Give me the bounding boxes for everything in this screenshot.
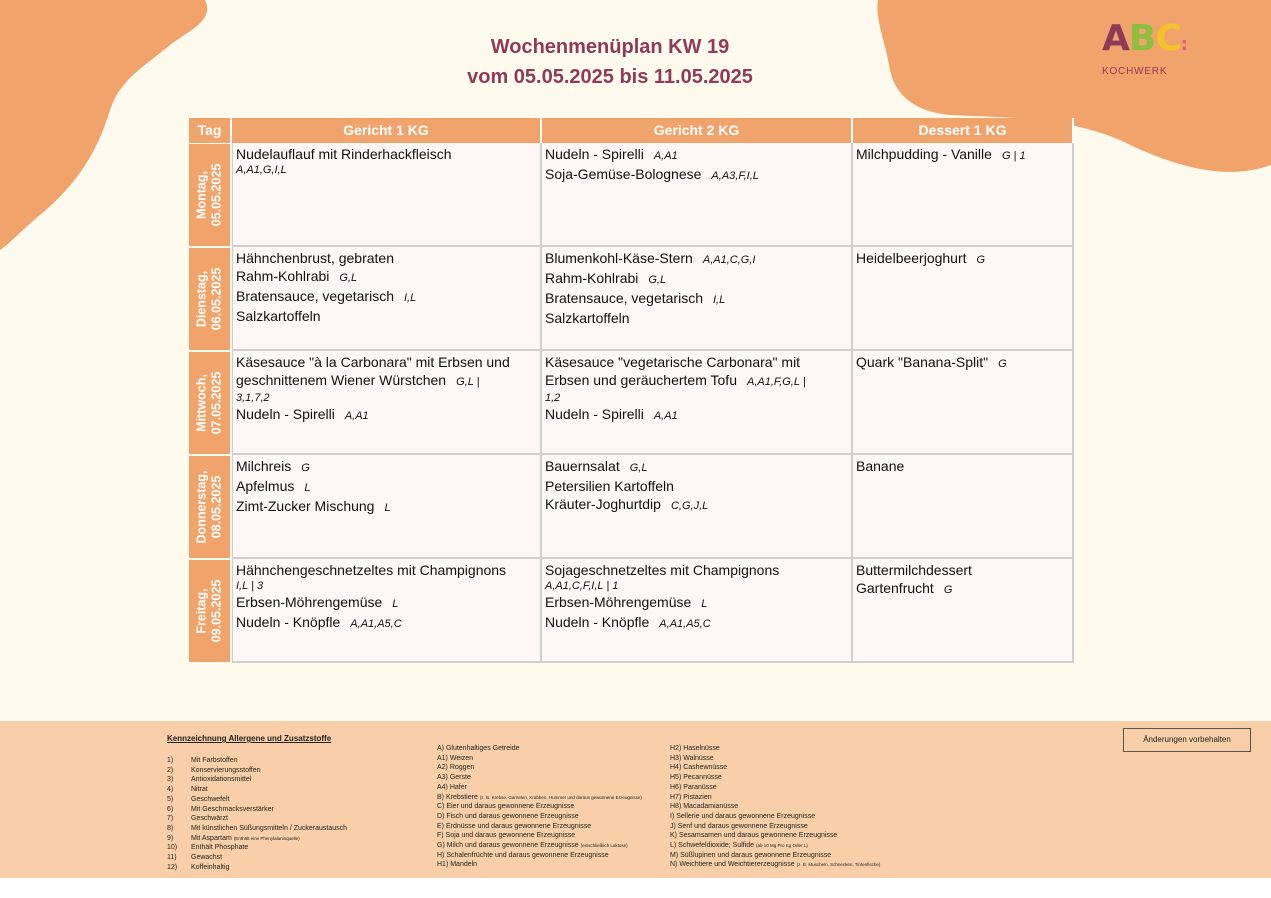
allergen-item xyxy=(670,783,880,793)
menu-item xyxy=(856,353,1069,373)
allergen-codes: L xyxy=(701,598,708,610)
legend-footer xyxy=(0,721,1271,878)
allergen-codes: G xyxy=(998,358,1007,370)
additive-text: Mit Farbstoffen xyxy=(191,757,238,764)
menu-item xyxy=(856,561,1069,579)
allergen-item xyxy=(437,822,642,832)
dish-1-cell xyxy=(232,143,542,247)
additive-number: 9) xyxy=(167,834,174,842)
page-title xyxy=(0,32,1220,92)
allergen-note: (z. B. Muscheln, Schnecken, Tintenfische) xyxy=(796,862,881,868)
title-week: Wochenmenüplan KW 19 xyxy=(490,36,730,58)
allergen-text: H8) Macadamianüsse xyxy=(670,803,739,811)
dish-1-cell xyxy=(232,247,542,351)
additive-item xyxy=(167,863,347,873)
dish-2-cell xyxy=(542,247,853,351)
menu-item xyxy=(545,477,848,495)
allergen-note: (einschließlich Laktose) xyxy=(580,843,628,849)
menu-item xyxy=(545,289,848,309)
dish-name: Erbsen-Möhrengemüse xyxy=(545,594,692,610)
logo-subtitle: KOCHWERK xyxy=(1102,66,1168,77)
allergen-text: I) Sellerie und daraus gewonnene Erzeugnisse xyxy=(670,812,816,820)
allergen-text: H5) Pecannüsse xyxy=(670,774,722,782)
dish-name: Nudelauflauf mit Rinderhackfleisch xyxy=(236,146,452,162)
allergen-item xyxy=(670,802,880,812)
dish-name: Milchreis xyxy=(236,458,292,474)
additive-number: 10) xyxy=(167,844,178,852)
table-header xyxy=(189,118,1074,143)
logo xyxy=(1102,18,1187,77)
dish-name: Apfelmus xyxy=(236,478,295,494)
allergen-codes: G,L | xyxy=(456,376,480,388)
menu-item xyxy=(856,457,1069,475)
menu-item xyxy=(236,307,537,325)
allergen-text: C) Eier und daraus gewonnene Erzeugnisse xyxy=(437,803,575,811)
allergen-text: A2) Roggen xyxy=(437,764,475,772)
menu-item xyxy=(236,561,537,579)
allergens-list-b xyxy=(670,744,880,870)
allergen-codes: L xyxy=(392,598,399,610)
allergen-item xyxy=(670,754,880,764)
allergen-item xyxy=(670,773,880,783)
allergen-codes: A,A1,G,I,L xyxy=(236,164,287,176)
day-name: Donnerstag, xyxy=(194,470,209,544)
menu-item xyxy=(545,309,848,327)
day-date: 05.05.2025 xyxy=(209,163,224,227)
additive-text: Gewachst xyxy=(191,854,223,862)
dish-name: Nudeln - Spirelli xyxy=(236,406,335,422)
day-label xyxy=(195,471,225,544)
day-cell xyxy=(189,248,232,350)
dish-name: Quark "Banana-Split" xyxy=(856,354,989,370)
dish-name: Nudeln - Knöpfle xyxy=(236,614,341,630)
additive-number: 4) xyxy=(167,786,174,794)
allergen-item xyxy=(437,763,642,773)
allergen-text: H) Schalenfrüchte und daraus gewonnene Erzeugnisse xyxy=(437,851,609,859)
additive-number: 5) xyxy=(167,795,174,803)
menu-item xyxy=(545,165,848,185)
allergen-item xyxy=(670,822,880,832)
additive-item xyxy=(167,775,347,785)
table-row xyxy=(189,247,1074,351)
menu-item xyxy=(236,267,537,287)
additive-text: Koffeinhaltig xyxy=(191,863,230,871)
additive-item xyxy=(167,756,347,766)
allergen-codes: I,L | 3 xyxy=(236,580,264,592)
menu-table xyxy=(189,118,1074,663)
dessert-cell xyxy=(853,351,1074,455)
table-row xyxy=(189,143,1074,247)
day-label xyxy=(195,164,225,227)
allergen-codes: A,A1,F,G,L | xyxy=(746,376,806,388)
allergen-text: G) Milch und daraus gewonnene Erzeugnisse xyxy=(437,842,579,850)
additive-item xyxy=(167,834,347,844)
allergen-item xyxy=(670,831,880,841)
table-row xyxy=(189,351,1074,455)
allergen-codes: C,G,J,L xyxy=(670,500,709,512)
allergen-item xyxy=(437,831,642,841)
menu-item xyxy=(236,391,537,405)
dish-2-cell xyxy=(542,455,853,559)
menu-item xyxy=(236,353,537,391)
additive-number: 11) xyxy=(167,854,177,862)
dish-2-cell xyxy=(542,559,853,663)
dish-1-cell xyxy=(232,559,542,663)
allergen-item xyxy=(437,754,642,764)
allergen-codes: 1,2 xyxy=(545,392,561,404)
menu-item xyxy=(545,269,848,289)
dish-name: Gartenfrucht xyxy=(856,580,934,596)
dish-name: Petersilien Kartoffeln xyxy=(545,478,674,494)
menu-item xyxy=(545,495,848,515)
logo-mark: ABC: xyxy=(1102,18,1187,59)
dish-name: Rahm-Kohlrabi xyxy=(236,268,330,284)
allergen-text: E) Erdnüsse und daraus gewonnene Erzeugnisse xyxy=(437,822,592,830)
dish-name: Banane xyxy=(856,458,905,474)
header-dish-1: Gericht 1 KG xyxy=(232,118,542,143)
allergen-item xyxy=(670,763,880,773)
allergen-note: (z. B. Krebse, Garnelen, Krabben, Hummer und daraus gewonnene Erzeugnisse) xyxy=(479,794,642,800)
allergen-item xyxy=(437,793,642,803)
menu-item xyxy=(236,145,537,163)
allergen-item xyxy=(670,841,880,851)
allergen-codes: I,L xyxy=(403,292,417,304)
day-date: 07.05.2025 xyxy=(209,371,224,435)
changes-notice: Änderungen vorbehalten xyxy=(1123,728,1251,752)
allergen-codes: A,A1 xyxy=(653,150,678,162)
additive-text: Antioxidationsmittel xyxy=(191,776,252,784)
allergen-text: N) Weichtiere und Weichtiererzeugnisse xyxy=(670,861,795,869)
dish-name: Rahm-Kohlrabi xyxy=(545,270,639,286)
menu-item xyxy=(236,497,537,517)
dish-name: Bratensauce, vegetarisch xyxy=(236,288,394,304)
dish-name: Heidelbeerjoghurt xyxy=(856,250,967,266)
dish-name: Bauernsalat xyxy=(545,458,620,474)
menu-item xyxy=(236,287,537,307)
allergen-item xyxy=(670,812,880,822)
additive-item xyxy=(167,853,347,863)
dish-name: Käsesauce "à la Carbonara" mit Erbsen und geschnittenem Wiener Würstchen xyxy=(236,354,510,388)
dish-name: Bratensauce, vegetarisch xyxy=(545,290,703,306)
dish-name: Blumenkohl-Käse-Stern xyxy=(545,250,693,266)
allergen-codes: L xyxy=(304,482,311,494)
dish-name: Salzkartoffeln xyxy=(545,310,630,326)
menu-item xyxy=(545,145,848,165)
additive-number: 6) xyxy=(167,805,174,813)
allergen-text: A) Glutenhaltiges Getreide xyxy=(437,745,520,752)
additive-number: 7) xyxy=(167,815,174,823)
table-row xyxy=(189,455,1074,559)
allergen-codes: G | 1 xyxy=(1001,150,1026,162)
table-body xyxy=(189,143,1074,663)
additive-text: Mit künstlichen Süßungsmitteln / Zuckeraustausch xyxy=(191,824,348,832)
day-cell xyxy=(189,560,232,662)
allergens-list-a xyxy=(437,744,642,870)
menu-item xyxy=(236,405,537,425)
allergen-text: M) Süßlupinen und daraus gewonnene Erzeugnisse xyxy=(670,851,832,859)
additive-number: 8) xyxy=(167,824,174,832)
allergen-item xyxy=(437,860,642,870)
menu-item xyxy=(545,561,848,579)
day-name: Dienstag, xyxy=(194,270,209,328)
day-label xyxy=(195,372,225,435)
allergen-item xyxy=(437,773,642,783)
menu-item xyxy=(236,457,537,477)
additive-item xyxy=(167,814,347,824)
header-day: Tag xyxy=(189,118,232,143)
menu-item xyxy=(545,457,848,477)
day-cell xyxy=(189,456,232,558)
allergen-text: A1) Weizen xyxy=(437,754,474,762)
menu-item xyxy=(236,613,537,633)
allergen-note: (ab 10 Mg Pro Kg Oder L) xyxy=(756,843,808,849)
additive-text: Mit Aspartam xyxy=(191,834,232,842)
allergen-codes: A,A1 xyxy=(653,410,678,422)
day-label xyxy=(195,580,225,643)
dish-name: Salzkartoffeln xyxy=(236,308,321,324)
allergen-item xyxy=(437,812,642,822)
additive-item xyxy=(167,824,347,834)
allergen-text: H7) Pistazien xyxy=(670,793,712,801)
dessert-cell xyxy=(853,559,1074,663)
menu-item xyxy=(545,353,848,391)
allergen-text: H2) Haselnüsse xyxy=(670,745,720,752)
dish-name: Nudeln - Spirelli xyxy=(545,146,644,162)
dessert-cell xyxy=(853,455,1074,559)
allergen-text: A3) Gerste xyxy=(437,774,471,782)
dish-2-cell xyxy=(542,143,853,247)
menu-item xyxy=(236,579,537,593)
allergen-item xyxy=(437,841,642,851)
dessert-cell xyxy=(853,143,1074,247)
dish-name: Hähnchenbrust, gebraten xyxy=(236,250,394,266)
allergen-codes: A,A1,A5,C xyxy=(659,618,711,630)
menu-item xyxy=(545,249,848,269)
dish-name: Kräuter-Joghurtdip xyxy=(545,496,661,512)
day-date: 08.05.2025 xyxy=(209,475,224,539)
dish-name: Soja-Gemüse-Bolognese xyxy=(545,166,702,182)
allergen-codes: 3,1,7,2 xyxy=(236,392,270,404)
dish-1-cell xyxy=(232,455,542,559)
dish-name: Milchpudding - Vanille xyxy=(856,146,992,162)
allergen-codes: G,L xyxy=(629,462,648,474)
allergen-item xyxy=(437,802,642,812)
menu-item xyxy=(236,249,537,267)
allergen-codes: A,A1,C,G,I xyxy=(702,254,756,266)
header-dessert: Dessert 1 KG xyxy=(853,118,1074,143)
dish-name: Zimt-Zucker Mischung xyxy=(236,498,375,514)
allergen-text: B) Krebstiere xyxy=(437,793,478,801)
day-name: Freitag, xyxy=(194,588,209,634)
additive-number: 3) xyxy=(167,776,174,784)
additive-text: Geschwärzt xyxy=(191,815,228,823)
dish-name: Erbsen-Möhrengemüse xyxy=(236,594,383,610)
menu-item xyxy=(545,613,848,633)
menu-item xyxy=(856,249,1069,269)
allergen-item xyxy=(437,851,642,861)
day-name: Montag, xyxy=(194,171,209,219)
allergen-item xyxy=(670,860,880,870)
additive-number: 1) xyxy=(167,757,174,764)
additive-note: (Enthält eine Phenylalaninquelle) xyxy=(233,835,300,841)
allergen-codes: A,A1,C,F,I,L | 1 xyxy=(545,580,619,592)
additive-text: Nitrat xyxy=(191,786,208,794)
allergen-text: K) Sesamsamen und daraus gewonnene Erzeugnisse xyxy=(670,832,838,840)
table-row xyxy=(189,559,1074,663)
day-cell xyxy=(189,352,232,454)
additive-item xyxy=(167,805,347,815)
allergen-text: H6) Paranüsse xyxy=(670,783,717,791)
allergen-item xyxy=(670,793,880,803)
dish-name: Hähnchengeschnetzeltes mit Champignons xyxy=(236,562,507,578)
allergen-codes: I,L xyxy=(712,294,726,306)
menu-item xyxy=(545,405,848,425)
dish-1-cell xyxy=(232,351,542,455)
day-label xyxy=(195,268,225,331)
additive-number: 12) xyxy=(167,863,178,871)
allergen-text: L) Schwefeldioxide; Sulfide xyxy=(670,842,755,850)
menu-item xyxy=(856,145,1069,165)
allergen-text: D) Fisch und daraus gewonnene Erzeugnisse xyxy=(437,812,579,820)
allergen-codes: L xyxy=(384,502,391,514)
day-cell xyxy=(189,144,232,246)
dish-2-cell xyxy=(542,351,853,455)
day-name: Mittwoch, xyxy=(194,374,209,432)
additive-item xyxy=(167,785,347,795)
additive-text: Konservierungsstoffen xyxy=(191,766,261,774)
header-dish-2: Gericht 2 KG xyxy=(542,118,853,143)
dessert-cell xyxy=(853,247,1074,351)
allergen-item xyxy=(670,744,880,754)
day-date: 09.05.2025 xyxy=(209,579,224,643)
allergen-item xyxy=(437,744,642,754)
allergen-codes: G xyxy=(943,584,953,596)
allergen-codes: G xyxy=(976,254,986,266)
allergen-text: A4) Hafer xyxy=(437,783,467,791)
additive-text: Mit Geschmacksverstärker xyxy=(191,805,274,813)
allergen-item xyxy=(437,783,642,793)
allergen-text: H3) Walnüsse xyxy=(670,754,714,762)
allergen-codes: A,A1,A5,C xyxy=(350,618,402,630)
dish-name: Buttermilchdessert xyxy=(856,562,972,578)
dish-name: Käsesauce "vegetarische Carbonara" mit Erbsen und geräuchertem Tofu xyxy=(545,354,801,388)
menu-item xyxy=(545,579,848,593)
menu-item xyxy=(236,477,537,497)
additive-item xyxy=(167,795,347,805)
dish-name: Sojageschnetzeltes mit Champignons xyxy=(545,562,780,578)
allergen-codes: G xyxy=(301,462,310,474)
allergen-item xyxy=(670,851,880,861)
allergen-codes: G,L xyxy=(648,274,667,286)
dish-name: Nudeln - Spirelli xyxy=(545,406,644,422)
legend-title: Kennzeichnung Allergene und Zusatzstoffe xyxy=(167,734,332,743)
allergen-text: H4) Cashewnüsse xyxy=(670,764,728,772)
allergen-codes: G,L xyxy=(339,272,358,284)
allergen-text: H1) Mandeln xyxy=(437,861,478,869)
menu-item xyxy=(545,391,848,405)
allergen-codes: A,A3,F,I,L xyxy=(711,170,759,182)
title-date-range: vom 05.05.2025 bis 11.05.2025 xyxy=(467,66,753,88)
additive-number: 2) xyxy=(167,766,174,774)
menu-item xyxy=(856,579,1069,599)
menu-item xyxy=(236,163,537,177)
allergen-text: J) Senf und daraus gewonnene Erzeugnisse xyxy=(670,822,808,830)
allergen-codes: A,A1 xyxy=(344,410,369,422)
additive-text: Enthält Phosphate xyxy=(191,844,249,852)
additive-item xyxy=(167,766,347,776)
additive-item xyxy=(167,843,347,853)
menu-item xyxy=(236,593,537,613)
additive-text: Geschwefelt xyxy=(191,795,230,803)
dish-name: Nudeln - Knöpfle xyxy=(545,614,650,630)
day-date: 06.05.2025 xyxy=(209,267,224,331)
menu-item xyxy=(545,593,848,613)
additives-list xyxy=(167,756,347,872)
allergen-text: F) Soja und daraus gewonnene Erzeugnisse xyxy=(437,832,576,840)
